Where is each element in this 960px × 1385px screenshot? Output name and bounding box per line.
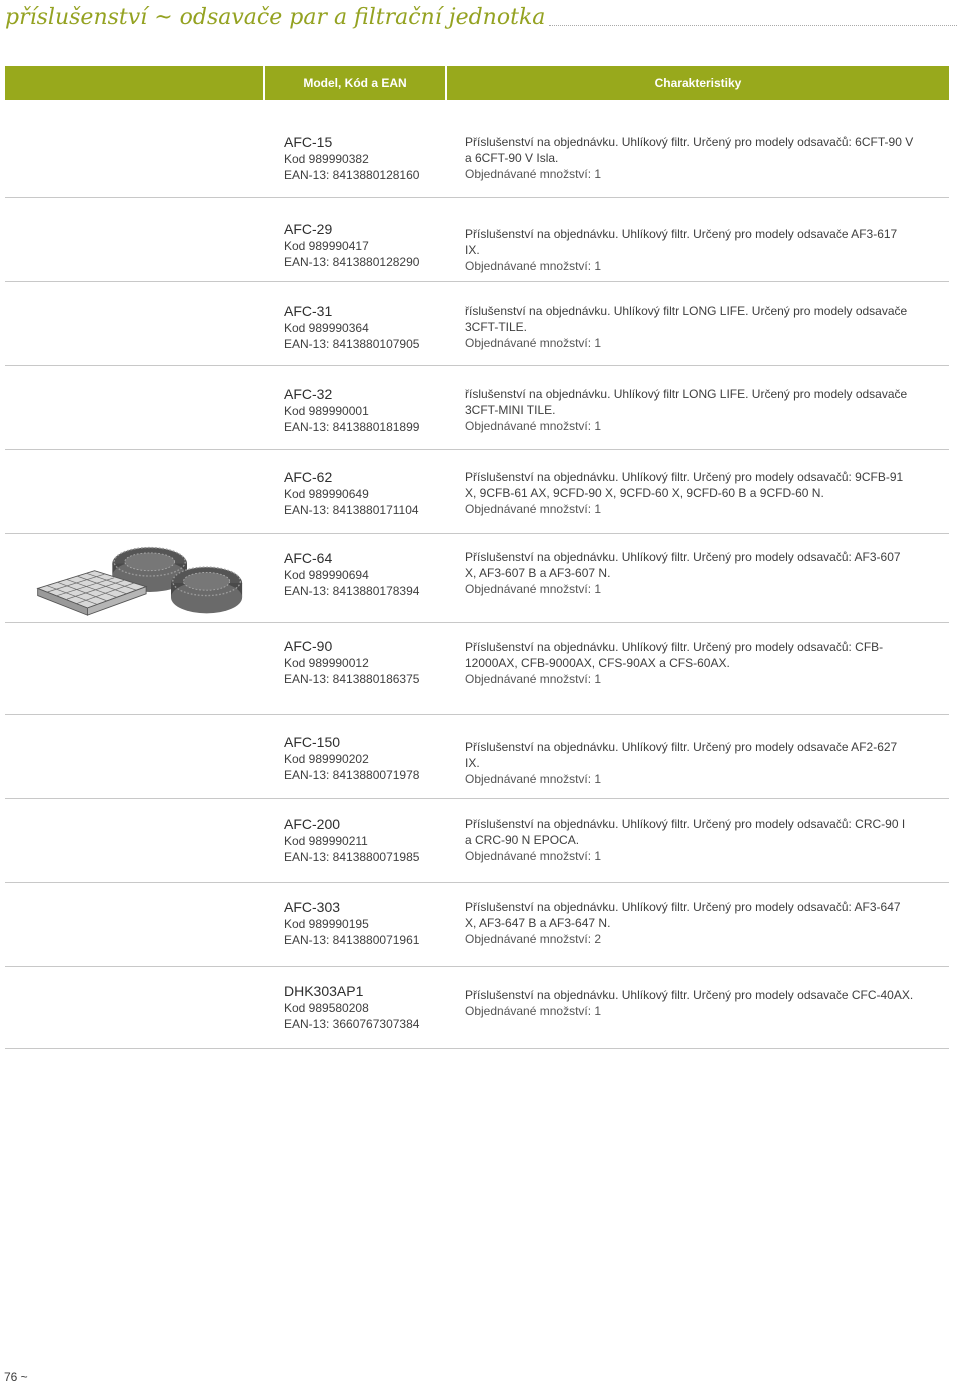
description-cell	[465, 639, 915, 687]
model-ean: EAN-13: 8413880178394	[284, 584, 420, 598]
model-cell	[284, 386, 459, 435]
description-cell	[465, 226, 915, 274]
description-cell	[465, 469, 915, 517]
description-text: Příslušenství na objednávku. Uhlíkový filtr. Určený pro modely odsavačů: 9CFB-91 X, 9CFB-61 AX, 9CFD-90 X, 9CFD-60 X, 9CFD-60 B a 9CFD-60 N.	[465, 470, 904, 500]
model-code: Kod 989990211	[284, 834, 368, 848]
model-name: AFC-150	[284, 734, 341, 750]
model-code: Kod 989990001	[284, 404, 369, 418]
order-quantity: Objednávané množství: 2	[465, 932, 602, 946]
order-quantity: Objednávané množství: 1	[465, 336, 602, 350]
model-ean: EAN-13: 8413880128160	[284, 168, 420, 182]
table-header	[5, 66, 949, 100]
model-cell	[284, 816, 459, 865]
table-row	[5, 282, 949, 366]
model-code: Kod 989990012	[284, 656, 369, 670]
table-row	[5, 883, 949, 967]
model-ean: EAN-13: 8413880071961	[284, 933, 420, 947]
description-cell	[465, 303, 915, 351]
model-name: AFC-200	[284, 816, 341, 832]
description-text: říslušenství na objednávku. Uhlíkový filtr LONG LIFE. Určený pro modely odsavače 3CFT-TILE.	[465, 304, 908, 334]
model-code: Kod 989990382	[284, 152, 369, 166]
table-row	[5, 715, 949, 799]
description-text: říslušenství na objednávku. Uhlíkový filtr LONG LIFE. Určený pro modely odsavače 3CFT-MINI TILE.	[465, 387, 908, 417]
description-text: Příslušenství na objednávku. Uhlíkový filtr. Určený pro modely odsavačů: CRC-90 I a CRC-90 N EPOCA.	[465, 817, 906, 847]
model-cell	[284, 134, 459, 183]
order-quantity: Objednávané množství: 1	[465, 849, 602, 863]
model-cell	[284, 221, 459, 270]
model-cell	[284, 469, 459, 518]
description-cell	[465, 386, 915, 434]
order-quantity: Objednávané množství: 1	[465, 502, 602, 516]
page-title-text: příslušenství ~ odsavače par a filtrační jednotka	[5, 5, 546, 30]
description-text: Příslušenství na objednávku. Uhlíkový filtr. Určený pro modely odsavačů: AF3-647 X, AF3-647 B a AF3-647 N.	[465, 900, 901, 930]
description-text: Příslušenství na objednávku. Uhlíkový filtr. Určený pro modely odsavače AF2-627 IX.	[465, 740, 898, 770]
model-name: AFC-32	[284, 386, 333, 402]
page-title	[5, 0, 957, 32]
model-cell	[284, 734, 459, 783]
description-cell	[465, 134, 915, 182]
model-name: AFC-303	[284, 899, 341, 915]
table-row	[5, 366, 949, 450]
model-ean: EAN-13: 8413880071985	[284, 850, 420, 864]
title-dotted-leader	[549, 25, 957, 26]
product-table	[5, 100, 949, 1049]
description-cell	[465, 739, 915, 787]
table-row	[5, 100, 949, 198]
description-text: Příslušenství na objednávku. Uhlíkový filtr. Určený pro modely odsavačů: 6CFT-90 V a 6CFT-90 V Isla.	[465, 135, 914, 165]
model-name: AFC-90	[284, 638, 333, 654]
description-text: Příslušenství na objednávku. Uhlíkový filtr. Určený pro modely odsavačů: AF3-607 X, AF3-607 B a AF3-607 N.	[465, 550, 901, 580]
model-code: Kod 989990364	[284, 321, 369, 335]
model-name: AFC-15	[284, 134, 333, 150]
order-quantity: Objednávané množství: 1	[465, 167, 602, 181]
header-image-column	[5, 66, 265, 100]
model-ean: EAN-13: 8413880171104	[284, 503, 419, 517]
model-ean: EAN-13: 8413880181899	[284, 420, 420, 434]
table-row	[5, 967, 949, 1049]
model-name: AFC-62	[284, 469, 333, 485]
description-text: Příslušenství na objednávku. Uhlíkový filtr. Určený pro modely odsavače AF3-617 IX.	[465, 227, 898, 257]
model-code: Kod 989990202	[284, 752, 369, 766]
model-ean: EAN-13: 8413880128290	[284, 255, 420, 269]
model-code: Kod 989990694	[284, 568, 369, 582]
model-ean: EAN-13: 8413880186375	[284, 672, 420, 686]
model-ean: EAN-13: 8413880071978	[284, 768, 420, 782]
header-characteristics-column: Charakteristiky	[654, 76, 742, 90]
model-code: Kod 989990417	[284, 239, 369, 253]
model-cell	[284, 638, 459, 687]
model-name: AFC-31	[284, 303, 333, 319]
table-row	[5, 534, 949, 623]
order-quantity: Objednávané množství: 1	[465, 259, 602, 273]
model-cell	[284, 983, 459, 1032]
description-cell	[465, 549, 915, 597]
carbon-filter-image	[19, 544, 259, 624]
model-name: AFC-64	[284, 550, 333, 566]
page-number: 76 ~	[4, 1370, 28, 1384]
model-cell	[284, 899, 459, 948]
model-cell	[284, 550, 459, 599]
description-cell	[465, 899, 915, 947]
model-code: Kod 989990195	[284, 917, 369, 931]
description-text: Příslušenství na objednávku. Uhlíkový filtr. Určený pro modely odsavačů: CFB-12000AX, CFB-9000AX, CFS-90AX a CFS-60AX.	[465, 640, 884, 670]
table-row	[5, 198, 949, 282]
round-filter-right	[171, 567, 242, 613]
table-row	[5, 623, 949, 715]
table-row	[5, 799, 949, 883]
model-name: AFC-29	[284, 221, 333, 237]
model-ean: EAN-13: 8413880107905	[284, 337, 420, 351]
order-quantity: Objednávané množství: 1	[465, 672, 602, 686]
order-quantity: Objednávané množství: 1	[465, 419, 602, 433]
header-model-column: Model, Kód a EAN	[265, 66, 447, 100]
order-quantity: Objednávané množství: 1	[465, 772, 602, 786]
model-code: Kod 989580208	[284, 1001, 369, 1015]
order-quantity: Objednávané množství: 1	[465, 582, 602, 596]
model-name: DHK303AP1	[284, 983, 364, 999]
description-text: Příslušenství na objednávku. Uhlíkový filtr. Určený pro modely odsavače CFC-40AX.	[465, 988, 914, 1002]
table-row	[5, 450, 949, 534]
description-cell	[465, 816, 915, 864]
description-cell	[465, 987, 915, 1019]
model-ean: EAN-13: 3660767307384	[284, 1017, 420, 1031]
model-cell	[284, 303, 459, 352]
model-code: Kod 989990649	[284, 487, 369, 501]
order-quantity: Objednávané množství: 1	[465, 1004, 602, 1018]
